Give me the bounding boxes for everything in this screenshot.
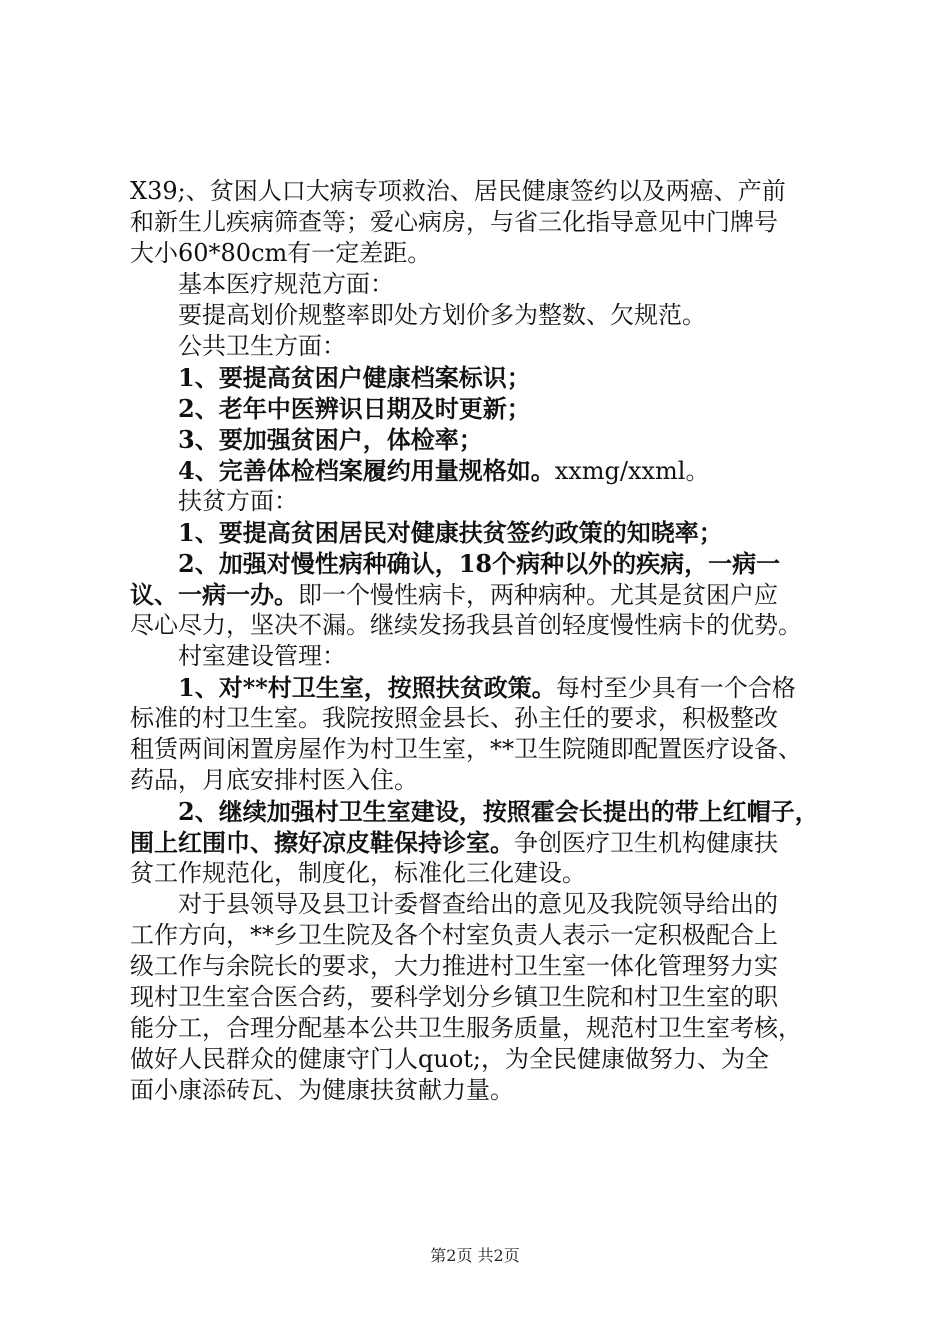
text-line (130, 393, 830, 424)
text-line (130, 765, 830, 796)
text-line (130, 424, 830, 455)
text-line (130, 269, 830, 300)
line-text: 和新生儿疾病筛查等；爱心病房，与省三化指导意见中门牌号 (130, 208, 778, 236)
text-line (130, 610, 830, 641)
page-footer: 第2页 共2页 (430, 1246, 520, 1265)
text-line (130, 579, 830, 610)
bold-text: 围上红围巾、擦好凉皮鞋保持诊室。 (130, 828, 514, 857)
text-line (130, 1044, 830, 1075)
text-line (130, 734, 830, 765)
text-line (130, 300, 830, 331)
text-line (130, 1075, 830, 1106)
line-text: X39;、贫困人口大病专项救治、居民健康签约以及两癌、产前 (130, 177, 786, 205)
text-line (130, 517, 830, 548)
line-text: 扶贫方面： (178, 487, 298, 515)
bold-text: 2、老年中医辨识日期及时更新； (178, 394, 531, 423)
text-line (130, 827, 830, 858)
bold-text: 1、对**村卫生室，按照扶贫政策。 (178, 673, 556, 702)
line-text: 贫工作规范化，制度化，标准化三化建设。 (130, 859, 586, 887)
bold-text: 1、要提高贫困户健康档案标识； (178, 363, 531, 392)
text-line (130, 207, 830, 238)
text-line (130, 455, 830, 486)
text-line (130, 889, 830, 920)
text-line (130, 920, 830, 951)
text-line (130, 486, 830, 517)
bold-text: 2、加强对慢性病种确认，18个病种以外的疾病，一病一 (178, 549, 781, 578)
text-line (130, 238, 830, 269)
line-text: 现村卫生室合医合药，要科学划分乡镇卫生院和村卫生室的职 (130, 983, 778, 1011)
line-text: 大小60*80cm有一定差距。 (130, 239, 432, 267)
line-text: 要提高划价规整率即处方划价多为整数、欠规范。 (178, 301, 706, 329)
line-text: 能分工，合理分配基本公共卫生服务质量，规范村卫生室考核， (130, 1014, 802, 1042)
line-text: 即一个慢性病卡，两种病种。尤其是贫困户应 (298, 581, 778, 609)
line-text: 租赁两间闲置房屋作为村卫生室，**卫生院随即配置医疗设备、 (130, 735, 802, 763)
text-line (130, 982, 830, 1013)
text-line (130, 672, 830, 703)
line-text: 工作方向，**乡卫生院及各个村室负责人表示一定积极配合上 (130, 921, 778, 949)
text-line (130, 703, 830, 734)
line-text: xxmg/xxml。 (554, 457, 710, 485)
bold-text: 3、要加强贫困户，体检率； (178, 425, 483, 454)
line-text: 做好人民群众的健康守门人quot;，为全民健康做努力、为全 (130, 1045, 769, 1073)
text-line (130, 641, 830, 672)
line-text: 公共卫生方面： (178, 332, 346, 360)
text-line (130, 858, 830, 889)
bold-text: 2、继续加强村卫生室建设，按照霍会长提出的带上红帽子， (178, 797, 819, 826)
line-text: 村室建设管理： (178, 642, 346, 670)
line-text: 面小康添砖瓦、为健康扶贫献力量。 (130, 1076, 514, 1104)
bold-text: 4、完善体检档案履约用量规格如。 (178, 456, 555, 485)
text-line (130, 331, 830, 362)
text-line (130, 362, 830, 393)
text-line (130, 796, 830, 827)
bold-text: 1、要提高贫困居民对健康扶贫签约政策的知晓率； (178, 518, 723, 547)
line-text: 基本医疗规范方面： (178, 270, 394, 298)
text-line (130, 548, 830, 579)
line-text: 标准的村卫生室。我院按照金县长、孙主任的要求，积极整改 (130, 704, 778, 732)
text-line (130, 1013, 830, 1044)
document-body (130, 176, 830, 1106)
line-text: 级工作与余院长的要求，大力推进村卫生室一体化管理努力实 (130, 952, 778, 980)
line-text: 争创医疗卫生机构健康扶 (514, 829, 778, 857)
line-text: 药品，月底安排村医入住。 (130, 766, 418, 794)
line-text: 对于县领导及县卫计委督查给出的意见及我院领导给出的 (178, 890, 778, 918)
line-text: 尽心尽力，坚决不漏。继续发扬我县首创轻度慢性病卡的优势。 (130, 611, 802, 639)
line-text: 每村至少具有一个合格 (555, 674, 796, 702)
text-line (130, 951, 830, 982)
bold-text: 议、一病一办。 (130, 580, 298, 609)
text-line (130, 176, 830, 207)
